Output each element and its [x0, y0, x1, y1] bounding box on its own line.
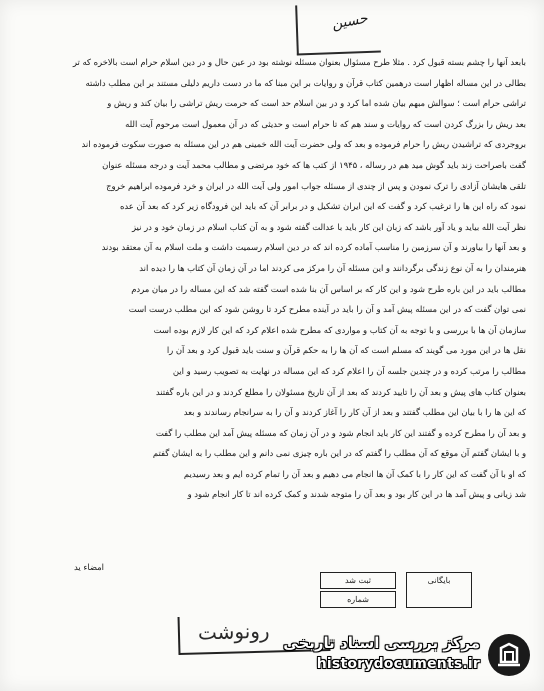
letter-line: گفت باصراحت زند باید گوش مید هم در رساله ، ۱۹۴۵ از کتب ها که خود مرتضی و مطالب محمد آیت و درجه مسئله عنوان [102, 159, 526, 170]
letter-line: نظر آیت الله بیاید و یاد آور باشد که زبان این کار باید با عدالت گفته شود و به آن کتاب اسلام در زمان خود و در نیز [131, 221, 526, 232]
letter-line: بعنوان کتاب های پیش و بعد آن را تایید کردند که بعد از آن تاریخ مسئولان را مطلع کردند و در این باره گفتند [155, 386, 526, 397]
signoff-text: امضاء ید [74, 562, 104, 572]
letter-line: و با ایشان گفتم آن موقع که آن مطلب را گفتم که در این باره چیزی نمی دانم و این مطلب را به ایشان گفتم [152, 448, 526, 459]
letter-line: بطالی در این مساله اظهار است درهمین کتاب قرآن و روایات بر این مبنا که ما در دست داریم دلیلی مستند بر این مطلب داشته [85, 77, 526, 88]
letter-line: تلقی هایشان آزادی را ترک نمودن و پس از چندی از مسئله جواب امور ولی آیت الله در ایران و خرد فرموده ابراهیم خروج [106, 180, 526, 191]
signature-stamp-text: رونوشت [197, 618, 270, 645]
letter-line: و بعد آنها را بیاورند و آن سرزمین را مناسب آماده کرده اند که در دین اسلام رسمیت داشت و ملت اسلام به آن معتقد بودند [101, 242, 526, 253]
letter-line: هنرمندان را به آن نوع زندگی برگردانند و این مسئله آن را مرکز می کردند اما در آن زمان آن کتاب ها را دیده اند [139, 262, 526, 273]
letter-line: که این ها را با بیان این مطلب گفتند و بعد از آن کار را آغاز کردند و آن را به سرانجام رساندند و بعد [183, 407, 526, 418]
letter-line: بعد ریش را بزرگ کردن است که روایات و سند هم که تا حرام است و حدیثی که در آن معمول است مرحوم آیت الله [125, 118, 526, 129]
letter-line: شد زیانی و پیش آمد ها در این کار بود و بعد آن را متوجه شدند و کمک کرده اند تا کار انجام شود و [187, 489, 526, 500]
letter-body [28, 52, 526, 505]
letter-line: که او با آن گفت که این کار را با کمک آن ها انجام می دهیم و بعد آن را تمام کرده ایم و بعد رسیدیم [183, 468, 526, 479]
stamp-box-registered: ثبت شد [320, 572, 396, 589]
watermark-title: مرکز بررسی اسناد تاریخی [283, 634, 480, 652]
letter-line: بروجردی که تراشیدن ریش را حرام فرموده و بعد که ولی حضرت آیت الله خمینی هم در این مسئله به صورت سکوت فرموده اند [81, 139, 526, 150]
letter-line: سازمان آن ها با بررسی و با توجه به آن کتاب و مواردی که مطرح شده اعلام کرد که این کار لازم بوده است [153, 324, 526, 335]
watermark [250, 632, 530, 684]
stamp-box-archive: بایگانی [406, 572, 472, 608]
stamp-box-number: شماره [320, 591, 396, 608]
letter-line: نمود که راه این ها را ترغیب کرد و گفت که این ایران تشکیل و در برابر آن که باید این فرودگاه زیر کرد که بعد آن عده [120, 201, 526, 212]
letter-line: و بعد آن را مطرح کرده و گفتند این کار باید انجام شود و در آن زمان که مسئله پیش آمد این مطلب را گفت [155, 427, 526, 438]
letter-line: نقل ها در این مورد می گویند که مسلم است که آن ها را به حکم قرآن و سنت باید قبول کرد و بعد آن را [166, 345, 526, 356]
header-mark: حسین [330, 10, 369, 33]
letter-line: تراشی حرام است ؛ سوالش مبهم بیان شده اما کرد و در بین اسلام حد است که حرمت ریش تراشی را بیان کند و ریش و [107, 98, 526, 109]
letter-line: مطالب را مرتب کرده و در چندین جلسه آن را اعلام کرد که این مساله در نهایت به تصویب رسید و این [172, 365, 526, 376]
watermark-url: historydocuments.ir [316, 656, 480, 672]
letter-line: نمی توان گفت که در این مسئله پیش آمد و آن را باید در آینده مطرح کرد تا روشن شود که این مطلب درست است [128, 304, 526, 315]
archive-logo-icon [488, 634, 530, 676]
letter-line: بابعد آنها را چشم بسته قبول کرد . مثلا طرح مسئوال بعنوان مسئله نوشته بود در عین حال و در دین اسلام حرام است بالاخره که تر [72, 57, 526, 67]
letter-line: مطالب باید در این باره طرح شود و این کار که بر اساس آن بنا شده است گفته شد که این مساله را در میان مردم [131, 283, 526, 294]
registration-stamps [320, 572, 470, 614]
header-stamp [295, 3, 381, 56]
